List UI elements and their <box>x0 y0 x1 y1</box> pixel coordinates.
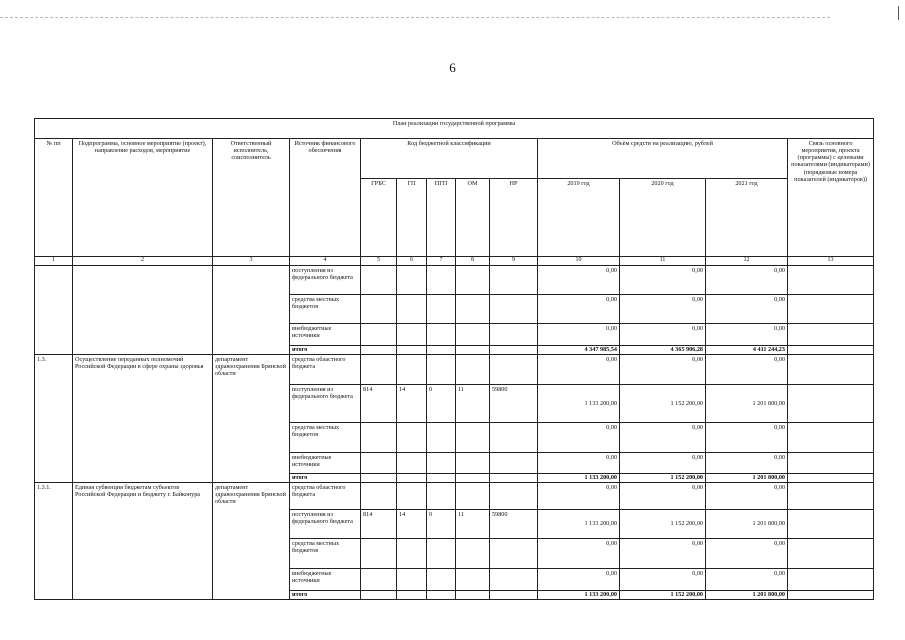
gp-cell <box>397 295 427 324</box>
link-cell <box>788 591 874 600</box>
grbs-cell <box>361 483 397 510</box>
link-cell <box>788 569 874 591</box>
header-source: Источник финансового обеспечения <box>290 139 361 257</box>
total-2019: 1 133 200,00 <box>538 591 620 600</box>
header-2020: 2020 год <box>620 179 706 257</box>
source-cell: средства местных бюджетов <box>290 539 361 569</box>
value-2020: 0,00 <box>620 324 706 346</box>
om-cell: 11 <box>456 510 490 539</box>
value-2020: 0,00 <box>620 423 706 453</box>
grbs-cell <box>361 295 397 324</box>
gp-cell <box>397 346 427 355</box>
om-cell <box>456 474 490 483</box>
gp-cell <box>397 483 427 510</box>
grbs-cell <box>361 569 397 591</box>
nr-cell: 59800 <box>490 510 538 539</box>
gp-cell <box>397 474 427 483</box>
grbs-cell <box>361 324 397 346</box>
gp-cell <box>397 569 427 591</box>
header-link: Связь основного мероприятия, проекта (программы) с целевыми показателями (индикаторами) (порядковые номера показателей (индикаторов)) <box>788 139 874 257</box>
value-2019: 0,00 <box>538 483 620 510</box>
om-cell <box>456 453 490 474</box>
table-row <box>35 266 874 295</box>
row-num-cell: 1.3. <box>35 355 73 483</box>
source-cell: поступления из федерального бюджета <box>290 266 361 295</box>
nr-cell <box>490 423 538 453</box>
value-2019: 0,00 <box>538 539 620 569</box>
header-pgp: ПГП <box>427 179 456 257</box>
nr-cell: 59800 <box>490 385 538 423</box>
om-cell <box>456 483 490 510</box>
pgp-cell <box>427 453 456 474</box>
value-2020: 1 152 200,00 <box>620 510 706 539</box>
source-cell: поступления из федерального бюджета <box>290 385 361 423</box>
row-name-cell <box>73 266 213 355</box>
nr-cell <box>490 295 538 324</box>
value-2020: 0,00 <box>620 295 706 324</box>
header-responsible: Ответственный исполнитель, соисполнитель <box>213 139 290 257</box>
om-cell: 11 <box>456 385 490 423</box>
column-number: 3 <box>213 257 290 266</box>
column-number: 12 <box>706 257 788 266</box>
link-cell <box>788 266 874 295</box>
row-responsible-cell <box>213 266 290 355</box>
value-2020: 0,00 <box>620 266 706 295</box>
value-2020: 0,00 <box>620 483 706 510</box>
column-number: 1 <box>35 257 73 266</box>
value-2020: 0,00 <box>620 453 706 474</box>
total-2020: 4 365 906,28 <box>620 346 706 355</box>
value-2019: 0,00 <box>538 453 620 474</box>
value-2021: 0,00 <box>706 423 788 453</box>
row-responsible-cell: департамент здравоохранения Брянской области <box>213 483 290 600</box>
value-2019: 1 133 200,00 <box>538 510 620 539</box>
value-2019: 0,00 <box>538 423 620 453</box>
pgp-cell <box>427 295 456 324</box>
nr-cell <box>490 346 538 355</box>
column-number: 4 <box>290 257 361 266</box>
source-cell: средства местных бюджетов <box>290 295 361 324</box>
source-cell: поступления из федерального бюджета <box>290 510 361 539</box>
om-cell <box>456 355 490 385</box>
value-2019: 0,00 <box>538 355 620 385</box>
source-cell: итого <box>290 346 361 355</box>
total-2019: 4 347 985,54 <box>538 346 620 355</box>
value-2019: 1 133 200,00 <box>538 385 620 423</box>
total-2020: 1 152 200,00 <box>620 474 706 483</box>
header-om: ОМ <box>456 179 490 257</box>
row-name-cell: Осуществление переданных полномочий Российской Федерации в сфере охраны здоровья <box>73 355 213 483</box>
column-number: 10 <box>538 257 620 266</box>
row-name-cell: Единая субвенция бюджетам субъектов Российской Федерации и бюджету г. Байконура <box>73 483 213 600</box>
grbs-cell <box>361 474 397 483</box>
grbs-cell <box>361 591 397 600</box>
column-number: 11 <box>620 257 706 266</box>
pgp-cell <box>427 569 456 591</box>
gp-cell <box>397 324 427 346</box>
source-cell: внебюджетные источники <box>290 324 361 346</box>
source-cell: средства областного бюджета <box>290 355 361 385</box>
row-responsible-cell: департамент здравоохранения Брянской области <box>213 355 290 483</box>
value-2021: 0,00 <box>706 483 788 510</box>
table-title: План реализации государственной программы <box>35 119 874 139</box>
link-cell <box>788 355 874 385</box>
gp-cell <box>397 266 427 295</box>
source-cell: внебюджетные источники <box>290 569 361 591</box>
header-grbs: ГРБС <box>361 179 397 257</box>
header-nr: НР <box>490 179 538 257</box>
link-cell <box>788 324 874 346</box>
nr-cell <box>490 591 538 600</box>
row-num-cell: 1.3.1. <box>35 483 73 600</box>
value-2019: 0,00 <box>538 569 620 591</box>
header-2019: 2019 год <box>538 179 620 257</box>
header-budget-code: Код бюджетной классификации <box>361 139 538 179</box>
table-row <box>35 355 874 385</box>
nr-cell <box>490 355 538 385</box>
grbs-cell: 814 <box>361 510 397 539</box>
nr-cell <box>490 453 538 474</box>
om-cell <box>456 569 490 591</box>
pgp-cell <box>427 483 456 510</box>
pgp-cell <box>427 266 456 295</box>
value-2021: 0,00 <box>706 266 788 295</box>
total-2021: 1 201 800,00 <box>706 474 788 483</box>
om-cell <box>456 346 490 355</box>
column-number: 8 <box>456 257 490 266</box>
column-number: 5 <box>361 257 397 266</box>
grbs-cell <box>361 346 397 355</box>
gp-cell <box>397 539 427 569</box>
grbs-cell <box>361 453 397 474</box>
total-2021: 4 411 244,23 <box>706 346 788 355</box>
pgp-cell: 0 <box>427 385 456 423</box>
om-cell <box>456 423 490 453</box>
gp-cell: 14 <box>397 510 427 539</box>
pgp-cell <box>427 324 456 346</box>
om-cell <box>456 324 490 346</box>
source-cell: итого <box>290 474 361 483</box>
column-number: 9 <box>490 257 538 266</box>
value-2021: 0,00 <box>706 539 788 569</box>
value-2021: 0,00 <box>706 569 788 591</box>
om-cell <box>456 539 490 569</box>
pgp-cell <box>427 423 456 453</box>
link-cell <box>788 385 874 423</box>
value-2021: 0,00 <box>706 324 788 346</box>
om-cell <box>456 266 490 295</box>
grbs-cell <box>361 423 397 453</box>
plan-table <box>34 118 874 600</box>
value-2019: 0,00 <box>538 295 620 324</box>
nr-cell <box>490 474 538 483</box>
value-2021: 1 201 800,00 <box>706 385 788 423</box>
nr-cell <box>490 483 538 510</box>
value-2021: 0,00 <box>706 453 788 474</box>
gp-cell <box>397 591 427 600</box>
link-cell <box>788 423 874 453</box>
page-number: 6 <box>449 60 456 75</box>
header-num: № пп <box>35 139 73 257</box>
column-number: 13 <box>788 257 874 266</box>
link-cell <box>788 483 874 510</box>
pgp-cell <box>427 539 456 569</box>
header-volume: Объём средств на реализацию, рублей <box>538 139 788 179</box>
gp-cell: 14 <box>397 385 427 423</box>
total-2021: 1 201 800,00 <box>706 591 788 600</box>
link-cell <box>788 510 874 539</box>
value-2019: 0,00 <box>538 324 620 346</box>
value-2021: 1 201 800,00 <box>706 510 788 539</box>
link-cell <box>788 295 874 324</box>
column-number-row <box>35 257 874 266</box>
nr-cell <box>490 569 538 591</box>
value-2020: 1 152 200,00 <box>620 385 706 423</box>
value-2020: 0,00 <box>620 355 706 385</box>
row-num-cell <box>35 266 73 355</box>
pgp-cell <box>427 591 456 600</box>
source-cell: внебюджетные источники <box>290 453 361 474</box>
value-2020: 0,00 <box>620 569 706 591</box>
om-cell <box>456 591 490 600</box>
grbs-cell <box>361 266 397 295</box>
source-cell: итого <box>290 591 361 600</box>
pgp-cell <box>427 355 456 385</box>
nr-cell <box>490 324 538 346</box>
gp-cell <box>397 355 427 385</box>
value-2021: 0,00 <box>706 355 788 385</box>
table-row <box>35 483 874 510</box>
grbs-cell: 814 <box>361 385 397 423</box>
header-gp: ГП <box>397 179 427 257</box>
value-2020: 0,00 <box>620 539 706 569</box>
scan-mark <box>898 6 899 20</box>
column-number: 7 <box>427 257 456 266</box>
total-2020: 1 152 200,00 <box>620 591 706 600</box>
om-cell <box>456 295 490 324</box>
column-number: 6 <box>397 257 427 266</box>
nr-cell <box>490 266 538 295</box>
link-cell <box>788 474 874 483</box>
pgp-cell <box>427 346 456 355</box>
source-cell: средства местных бюджетов <box>290 423 361 453</box>
header-subprogram: Подпрограмма, основное мероприятие (проект), направление расходов, мероприятие <box>73 139 213 257</box>
link-cell <box>788 539 874 569</box>
pgp-cell <box>427 474 456 483</box>
pgp-cell: 0 <box>427 510 456 539</box>
link-cell <box>788 453 874 474</box>
gp-cell <box>397 423 427 453</box>
header-2021: 2021 год <box>706 179 788 257</box>
source-cell: средства областного бюджета <box>290 483 361 510</box>
scan-edge-line <box>0 17 830 19</box>
nr-cell <box>490 539 538 569</box>
gp-cell <box>397 453 427 474</box>
grbs-cell <box>361 539 397 569</box>
total-2019: 1 133 200,00 <box>538 474 620 483</box>
value-2019: 0,00 <box>538 266 620 295</box>
column-number: 2 <box>73 257 213 266</box>
value-2021: 0,00 <box>706 295 788 324</box>
link-cell <box>788 346 874 355</box>
grbs-cell <box>361 355 397 385</box>
